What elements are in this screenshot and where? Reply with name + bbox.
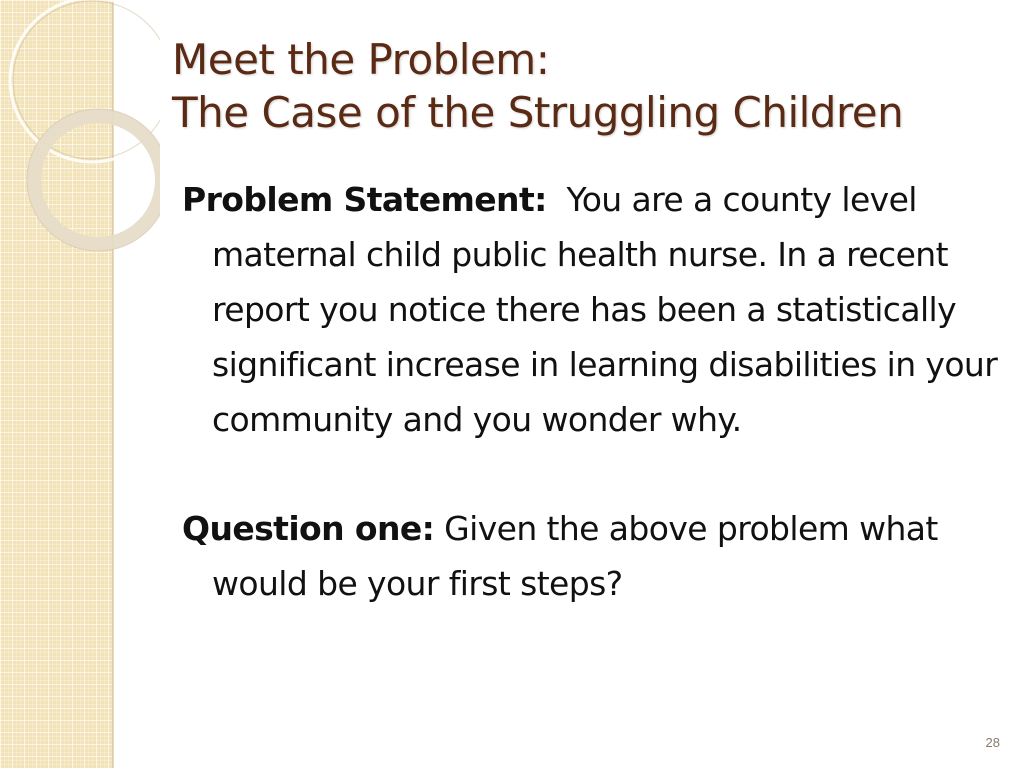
- slide-title-line-1: Meet the Problem:: [172, 35, 550, 84]
- page-number: 28: [985, 735, 1000, 750]
- slide-title: [172, 34, 1012, 140]
- problem-statement-text: You are a county level maternal child public health nurse. In a recent report you notice there has been a statistically significant increase in learning disabilities in your community and you wonder why.: [212, 180, 998, 439]
- question-one-label: Question one:: [182, 509, 435, 548]
- slide-title-line-2: The Case of the Struggling Children: [172, 87, 904, 137]
- problem-statement-paragraph: [182, 172, 1002, 447]
- problem-statement-label: Problem Statement:: [182, 180, 547, 219]
- decorative-rings: [0, 0, 160, 260]
- slide-body: [182, 172, 1002, 611]
- question-one-paragraph: [182, 501, 1002, 611]
- question-one-text: Given the above problem what would be your first steps?: [212, 509, 938, 603]
